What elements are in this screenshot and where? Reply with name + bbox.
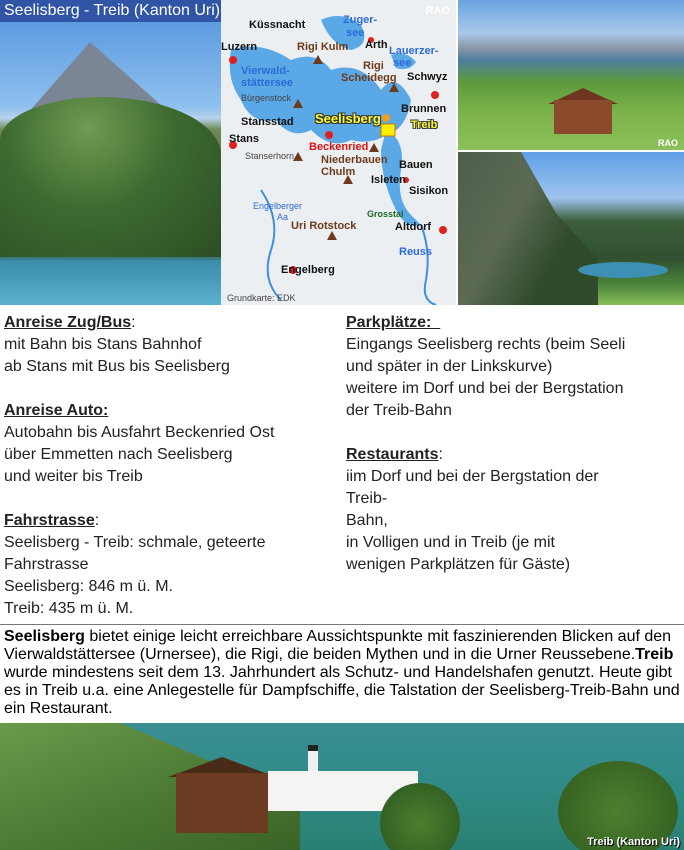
map-label-scheidegg: Scheidegg [341,72,397,84]
photo-treib-harbour [0,723,684,850]
heading-restaurants: Restaurants [346,446,439,463]
heading-zug-bus-colon: : [131,314,136,331]
restaurants-line-5: wenigen Parkplätzen für Gäste) [346,556,571,573]
para-seelisberg: Seelisberg [4,628,85,645]
map-label-engelberg: Engelberg [281,264,335,276]
para-text-2: wurde mindestens seit dem 13. Jahrhundert als Schutz- und Handelshafen genutzt. Heute gibt es in Treib u.a. eine Anlegestelle für Dampfschiffe, die Talstation der Seelisberg-Treib-Bahn und ein Restaurant. [4,664,680,717]
map-label-aa: Aa [277,212,289,222]
map-label-sisikon: Sisikon [409,185,449,197]
map-label-schwyz: Schwyz [407,71,448,83]
map-label-burgenstock: Bürgenstock [241,93,292,103]
map-label-reuss: Reuss [399,246,433,258]
map-label-lauerzersee-2: see [393,57,412,69]
zug-line-2: ab Stans mit Bus bis Seelisberg [4,358,230,375]
map-label-zugersee-2: see [346,27,365,39]
fahrstrasse-line-4: Treib: 435 m ü. M. [4,600,134,617]
valley-lake-shape [578,262,668,278]
map-label-engelberger: Engelberger [253,201,303,211]
description-paragraph [4,628,682,718]
map-label-altdorf: Altdorf [395,221,432,233]
lake-shape [0,260,221,305]
page-title-text: Seelisberg - Treib (Kanton Uri) [4,2,221,19]
tree-shape [380,783,460,850]
map-label-bauen: Bauen [399,159,433,171]
fahrstrasse-line-2: Fahrstrasse [4,556,89,573]
map-label-stansstad: Stansstad [241,116,294,128]
map-label-zugersee: Zuger- [343,14,378,26]
map-label-brunnen: Brunnen [401,103,447,115]
heading-restaurants-colon: : [438,446,443,463]
map-label-rigi-kulm: Rigi Kulm [297,41,349,53]
map-label-treib: Treib [411,119,438,131]
map-label-stans: Stans [229,133,259,145]
parkplatze-line-1: Eingangs Seelisberg rechts (beim Seeli [346,336,626,353]
para-text-1: bietet einige leicht erreichbare Aussichtspunkte mit faszinierenden Blicken auf den Vierwaldstättersee (Urnersee), die Rigi, die beiden Mythen und in die Urner Reussebene. [4,628,672,663]
auto-line-2: über Emmetten nach Seelisberg [4,446,233,463]
fahrstrasse-line-1: Seelisberg - Treib: schmale, geteerte [4,534,266,551]
section-divider [0,624,684,625]
map-label-arth: Arth [365,39,388,51]
travel-info-right [346,312,680,576]
heading-auto: Anreise Auto: [4,402,109,419]
restaurants-line-1: iim Dorf und bei der Bergstation der [346,468,599,485]
parkplatze-line-4: der Treib-Bahn [346,402,452,419]
chalet-shape [176,773,268,833]
photo-mountain-lake [0,22,221,305]
zug-line-1: mit Bahn bis Stans Bahnhof [4,336,202,353]
heading-parkplatze: Parkplätze: [346,314,441,331]
map-label-rigi: Rigi [363,60,384,72]
map-label-niederbauen: Niederbauen [321,154,388,166]
photo-band [0,0,684,305]
parkplatze-line-3: weitere im Dorf und bei der Bergstation [346,380,624,397]
map-label-luzern: Luzern [221,41,258,53]
region-map [221,0,456,305]
map-label-stanserhorn: Stanserhorn [245,151,295,161]
restaurants-line-3: Bahn, [346,512,388,529]
map-label-vierwaldstattersee-2: stättersee [241,77,293,89]
restaurants-line-4: in Volligen und in Treib (je mit [346,534,555,551]
restaurants-line-2: Treib- [346,490,388,507]
map-label-uri-rotstock: Uri Rotstock [291,220,357,232]
photo-rao-badge: RAO [658,138,678,148]
heading-zug-bus: Anreise Zug/Bus [4,314,132,331]
auto-line-3: und weiter bis Treib [4,468,143,485]
map-label-seelisberg: Seelisberg [315,111,381,126]
photo-meadow-house [458,0,684,150]
photo-valley-lake [458,152,684,305]
map-label-vierwaldstattersee: Vierwald- [241,65,290,77]
map-label-lauerzersee: Lauerzer- [389,45,439,57]
parkplatze-line-2: und später in der Linkskurve) [346,358,553,375]
fahrstrasse-line-3: Seelisberg: 846 m ü. M. [4,578,173,595]
map-label-beckenried: Beckenried [309,141,369,153]
map-label-chulm: Chulm [321,166,356,178]
photo-caption: Treib (Kanton Uri) [587,836,680,848]
house-shape [554,100,612,134]
forest-shape [0,97,221,257]
map-label-kussnacht: Küssnacht [249,19,306,31]
rao-badge: RAO [425,5,450,17]
heading-fahrstrasse-colon: : [94,512,100,529]
auto-line-1: Autobahn bis Ausfahrt Beckenried Ost [4,424,275,441]
para-treib: Treib [635,646,674,663]
map-label-isleten: Isleten [371,174,406,186]
map-credit: Grundkarte: EDK [227,293,296,303]
travel-info-left [4,312,334,620]
cliff-shape [458,152,598,305]
heading-fahrstrasse: Fahrstrasse [4,512,95,529]
map-label-grosstal: Grosstal [367,209,404,219]
